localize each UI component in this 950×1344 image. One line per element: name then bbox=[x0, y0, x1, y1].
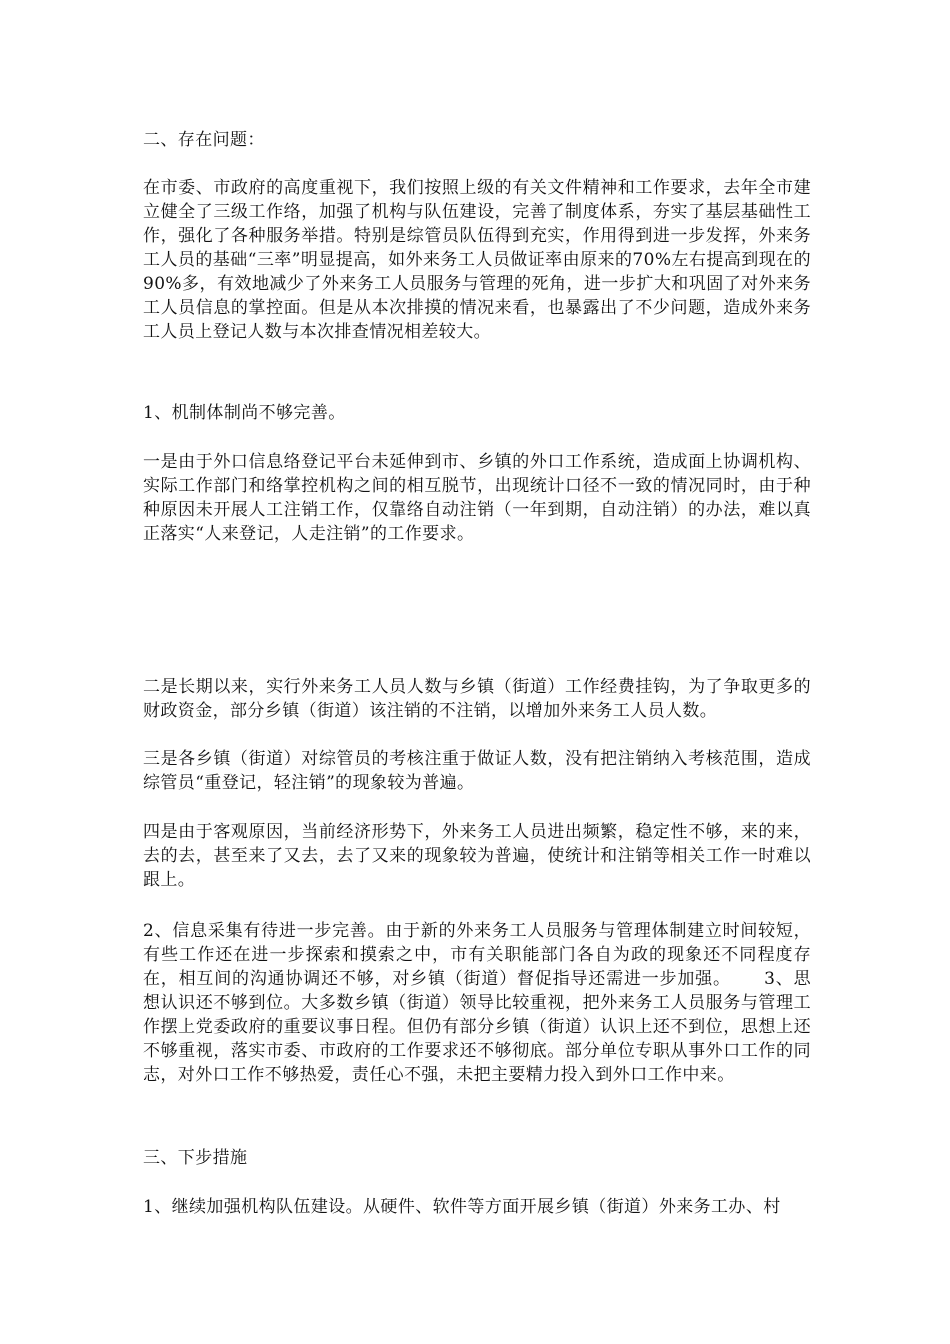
items-2-and-3: 2、信息采集有待进一步完善。由于新的外来务工人员服务与管理体制建立时间较短，有些工作还在进一步探索和摸索之中，市有关职能部门各自为政的现象还不同程度存在，相互间的沟通协调还不够，对乡镇（街道）督促指导还需进一步加强。 3、思想认识还不够到位。大多数乡镇（街道）领导比较重视，把外来务工人员服务与管理工作摆上党委政府的重要议事日程。但仍有部分乡镇（街道）认识上还不到位，思想上还不够重视，落实市委、市政府的工作要求还不够彻底。部分单位专职从事外口工作的同志，对外口工作不够热爱，责任心不强，未把主要精力投入到外口工作中来。 bbox=[143, 921, 811, 1085]
section-heading-measures: 三、下步措施 bbox=[143, 1148, 248, 1168]
section-heading-problems: 二、存在问题： bbox=[143, 130, 265, 150]
item-1-point-3: 三是各乡镇（街道）对综管员的考核注重于做证人数，没有把注销纳入考核范围，造成综管员“重登记，轻注销”的现象较为普遍。 bbox=[143, 749, 811, 793]
paragraph-intro: 在市委、市政府的高度重视下，我们按照上级的有关文件精神和工作要求，去年全市建立健全了三级工作络，加强了机构与队伍建设，完善了制度体系，夯实了基层基础性工作，强化了各种服务举措。特别是综管员队伍得到充实，作用得到进一步发挥，外来务工人员的基础“三率”明显提高，如外来务工人员做证率由原来的70%左右提高到现在的90%多，有效地减少了外来务工人员服务与管理的死角，进一步扩大和巩固了对外来务工人员信息的掌控面。但是从本次排摸的情况来看，也暴露出了不少问题，造成外来务工人员上登记人数与本次排查情况相差较大。 bbox=[143, 178, 811, 342]
item-1-point-1: 一是由于外口信息络登记平台未延伸到市、乡镇的外口工作系统，造成面上协调机构、实际工作部门和络掌控机构之间的相互脱节，出现统计口径不一致的情况同时，由于种种原因未开展人工注销工作，仅靠络自动注销（一年到期，自动注销）的办法，难以真正落实“人来登记，人走注销”的工作要求。 bbox=[143, 452, 811, 544]
item-1-title: 1、机制体制尚不够完善。 bbox=[143, 403, 346, 423]
measure-1: 1、继续加强机构队伍建设。从硬件、软件等方面开展乡镇（街道）外来务工办、村 bbox=[143, 1197, 781, 1217]
item-1-point-2: 二是长期以来，实行外来务工人员人数与乡镇（街道）工作经费挂钩，为了争取更多的财政资金，部分乡镇（街道）该注销的不注销，以增加外来务工人员人数。 bbox=[143, 677, 811, 721]
item-1-point-4: 四是由于客观原因，当前经济形势下，外来务工人员进出频繁，稳定性不够，来的来，去的去，甚至来了又去，去了又来的现象较为普遍，使统计和注销等相关工作一时难以跟上。 bbox=[143, 822, 811, 890]
